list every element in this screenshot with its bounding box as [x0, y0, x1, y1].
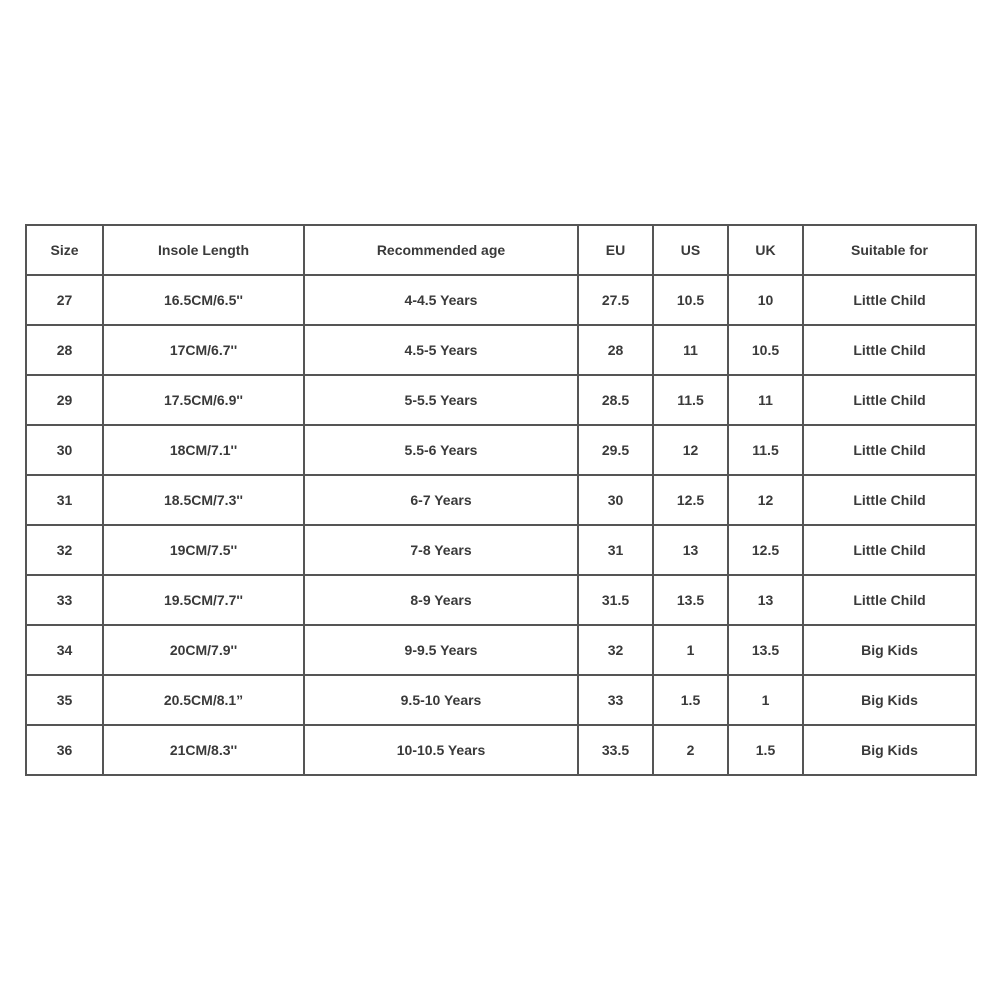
header-eu: EU: [578, 225, 653, 275]
cell-size: 36: [26, 725, 103, 775]
cell-eu: 31.5: [578, 575, 653, 625]
cell-insole-length: 18CM/7.1'': [103, 425, 304, 475]
table-row: [26, 425, 976, 475]
cell-eu: 28: [578, 325, 653, 375]
cell-recommended-age: 8-9 Years: [304, 575, 578, 625]
table-row: [26, 525, 976, 575]
cell-suitable-for: Little Child: [803, 325, 976, 375]
cell-insole-length: 19CM/7.5'': [103, 525, 304, 575]
cell-us: 1: [653, 625, 728, 675]
cell-recommended-age: 6-7 Years: [304, 475, 578, 525]
cell-uk: 11.5: [728, 425, 803, 475]
cell-us: 10.5: [653, 275, 728, 325]
cell-insole-length: 21CM/8.3'': [103, 725, 304, 775]
table-row: [26, 575, 976, 625]
cell-uk: 13.5: [728, 625, 803, 675]
cell-size: 34: [26, 625, 103, 675]
cell-recommended-age: 9-9.5 Years: [304, 625, 578, 675]
cell-insole-length: 20.5CM/8.1”: [103, 675, 304, 725]
cell-us: 12: [653, 425, 728, 475]
cell-insole-length: 18.5CM/7.3'': [103, 475, 304, 525]
cell-uk: 1.5: [728, 725, 803, 775]
cell-recommended-age: 10-10.5 Years: [304, 725, 578, 775]
cell-recommended-age: 4.5-5 Years: [304, 325, 578, 375]
table-row: [26, 675, 976, 725]
table-body: [26, 275, 976, 775]
cell-suitable-for: Little Child: [803, 425, 976, 475]
cell-uk: 10: [728, 275, 803, 325]
cell-uk: 10.5: [728, 325, 803, 375]
cell-eu: 31: [578, 525, 653, 575]
cell-suitable-for: Big Kids: [803, 625, 976, 675]
header-size: Size: [26, 225, 103, 275]
header-uk: UK: [728, 225, 803, 275]
cell-suitable-for: Little Child: [803, 525, 976, 575]
cell-insole-length: 16.5CM/6.5'': [103, 275, 304, 325]
table-row: [26, 325, 976, 375]
cell-uk: 11: [728, 375, 803, 425]
cell-us: 13.5: [653, 575, 728, 625]
header-insole-length: Insole Length: [103, 225, 304, 275]
cell-insole-length: 17CM/6.7'': [103, 325, 304, 375]
cell-recommended-age: 7-8 Years: [304, 525, 578, 575]
cell-insole-length: 19.5CM/7.7'': [103, 575, 304, 625]
cell-insole-length: 17.5CM/6.9'': [103, 375, 304, 425]
cell-uk: 12.5: [728, 525, 803, 575]
cell-recommended-age: 4-4.5 Years: [304, 275, 578, 325]
cell-eu: 28.5: [578, 375, 653, 425]
cell-us: 2: [653, 725, 728, 775]
cell-suitable-for: Little Child: [803, 575, 976, 625]
cell-uk: 1: [728, 675, 803, 725]
header-suitable-for: Suitable for: [803, 225, 976, 275]
table-header: [26, 225, 976, 275]
cell-suitable-for: Little Child: [803, 275, 976, 325]
cell-eu: 30: [578, 475, 653, 525]
cell-us: 11.5: [653, 375, 728, 425]
cell-size: 31: [26, 475, 103, 525]
table-row: [26, 475, 976, 525]
cell-size: 35: [26, 675, 103, 725]
cell-recommended-age: 9.5-10 Years: [304, 675, 578, 725]
cell-suitable-for: Big Kids: [803, 725, 976, 775]
cell-size: 28: [26, 325, 103, 375]
cell-us: 1.5: [653, 675, 728, 725]
cell-eu: 27.5: [578, 275, 653, 325]
cell-us: 11: [653, 325, 728, 375]
header-row: [26, 225, 976, 275]
table-row: [26, 725, 976, 775]
cell-uk: 12: [728, 475, 803, 525]
cell-size: 33: [26, 575, 103, 625]
cell-insole-length: 20CM/7.9'': [103, 625, 304, 675]
cell-size: 32: [26, 525, 103, 575]
cell-recommended-age: 5.5-6 Years: [304, 425, 578, 475]
cell-suitable-for: Little Child: [803, 475, 976, 525]
cell-recommended-age: 5-5.5 Years: [304, 375, 578, 425]
cell-suitable-for: Little Child: [803, 375, 976, 425]
table-row: [26, 625, 976, 675]
cell-size: 27: [26, 275, 103, 325]
table-row: [26, 375, 976, 425]
cell-eu: 33: [578, 675, 653, 725]
cell-us: 13: [653, 525, 728, 575]
header-recommended-age: Recommended age: [304, 225, 578, 275]
cell-eu: 33.5: [578, 725, 653, 775]
cell-eu: 29.5: [578, 425, 653, 475]
cell-eu: 32: [578, 625, 653, 675]
table-row: [26, 275, 976, 325]
cell-uk: 13: [728, 575, 803, 625]
cell-size: 29: [26, 375, 103, 425]
header-us: US: [653, 225, 728, 275]
size-chart-table: [25, 224, 977, 776]
cell-size: 30: [26, 425, 103, 475]
cell-suitable-for: Big Kids: [803, 675, 976, 725]
cell-us: 12.5: [653, 475, 728, 525]
